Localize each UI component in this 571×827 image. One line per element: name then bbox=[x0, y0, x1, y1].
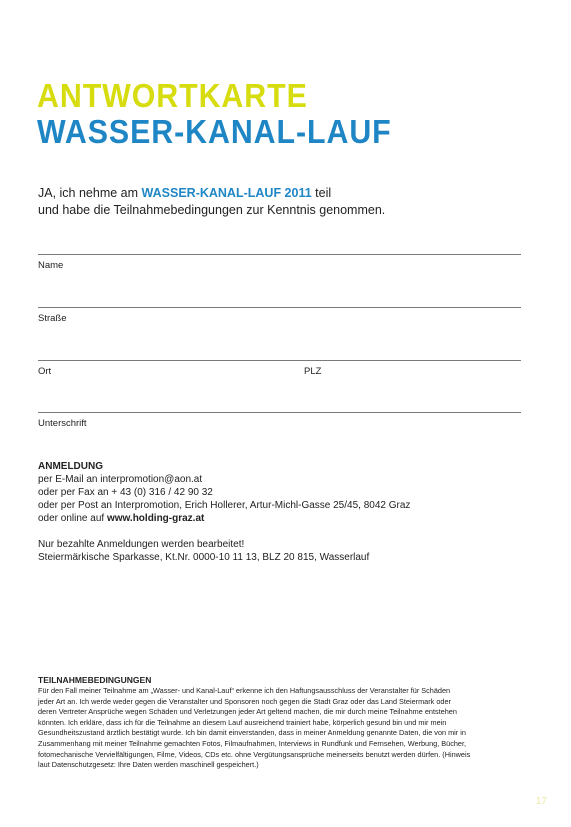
intro-text bbox=[38, 185, 385, 219]
conditions-line: könnten. Ich erkläre, dass ich für die Teilnahme an diesem Lauf ausreichend trainiert habe, körperlich gesund bin und mir mein bbox=[38, 717, 447, 727]
intro-event-name: WASSER-KANAL-LAUF 2011 bbox=[141, 186, 312, 200]
street-label: Straße bbox=[38, 313, 67, 324]
registration-online-prefix: oder online auf bbox=[38, 513, 107, 524]
registration-post: oder per Post an Interpromotion, Erich Hollerer, Artur-Michl-Gasse 25/45, 8042 Graz bbox=[38, 500, 411, 511]
name-label: Name bbox=[38, 260, 64, 271]
intro-line-1 bbox=[38, 185, 385, 202]
city-label: Ort bbox=[38, 366, 52, 377]
intro-suffix: teil bbox=[311, 186, 332, 200]
title-wasser-kanal-lauf: WASSER-KANAL-LAUF bbox=[37, 113, 392, 150]
street-field-line[interactable] bbox=[38, 307, 521, 308]
registration-paid-note: Nur bezahlte Anmeldungen werden bearbeitet! bbox=[38, 539, 245, 550]
registration-section bbox=[38, 460, 410, 564]
conditions-line: laut Datenschutzgesetz: Ihre Daten werden maschinell gespeichert.) bbox=[38, 760, 259, 770]
conditions-section bbox=[38, 675, 528, 771]
intro-line-2: und habe die Teilnahmebedingungen zur Kenntnis genommen. bbox=[38, 203, 386, 217]
page-number: 17 bbox=[535, 796, 547, 807]
title-antwortkarte: ANTWORTKARTE bbox=[37, 77, 308, 114]
conditions-line: Zusammenhang mit meiner Teilnahme gemachten Fotos, Filmaufnahmen, Interviews in Rundfunk und Fernsehen, Werbung, Bücher, bbox=[38, 738, 467, 748]
city-zip-field-line[interactable] bbox=[38, 360, 521, 361]
name-field-line[interactable] bbox=[38, 254, 521, 255]
zip-label: PLZ bbox=[304, 366, 322, 377]
registration-heading: ANMELDUNG bbox=[38, 461, 103, 472]
conditions-heading: TEILNAHMEBEDINGUNGEN bbox=[38, 675, 152, 685]
registration-online bbox=[38, 512, 410, 525]
signature-label: Unterschrift bbox=[38, 418, 87, 429]
conditions-line: deren Vertreter Ansprüche wegen Schäden und Verletzungen jeder Art geltend machen, die mir durch meine Teilnahme entstehen bbox=[38, 707, 457, 717]
registration-bank-details: Steiermärkische Sparkasse, Kt.Nr. 0000-10 11 13, BLZ 20 815, Wasserlauf bbox=[38, 552, 370, 563]
signature-field-line[interactable] bbox=[38, 412, 521, 413]
conditions-line: jeder Art an. Ich werde weder gegen die Veranstalter und Sponsoren noch gegen die Stadt Graz oder das Land Steiermark oder bbox=[38, 696, 451, 706]
registration-fax: oder per Fax an + 43 (0) 316 / 42 90 32 bbox=[38, 487, 213, 498]
registration-online-link[interactable]: www.holding-graz.at bbox=[106, 513, 205, 524]
conditions-line: Für den Fall meiner Teilnahme am „Wasser- und Kanal-Lauf“ erkenne ich den Haftungsausschluss der Veranstalter für Schäden bbox=[38, 686, 451, 695]
conditions-line: Gesundheitszustand ärztlich bestätigt wurde. Ich bin damit einverstanden, dass in meiner Anmeldung genannte Daten, die von mir in bbox=[38, 728, 466, 738]
intro-prefix: JA, ich nehme am bbox=[38, 186, 142, 200]
registration-email: per E-Mail an interpromotion@aon.at bbox=[38, 474, 203, 485]
conditions-line: fotomechanische Vervielfältigungen, Filme, Videos, CDs etc. ohne Vergütungsansprüche meinerseits benutzt werden dürfen. (Hinweis bbox=[38, 749, 471, 759]
